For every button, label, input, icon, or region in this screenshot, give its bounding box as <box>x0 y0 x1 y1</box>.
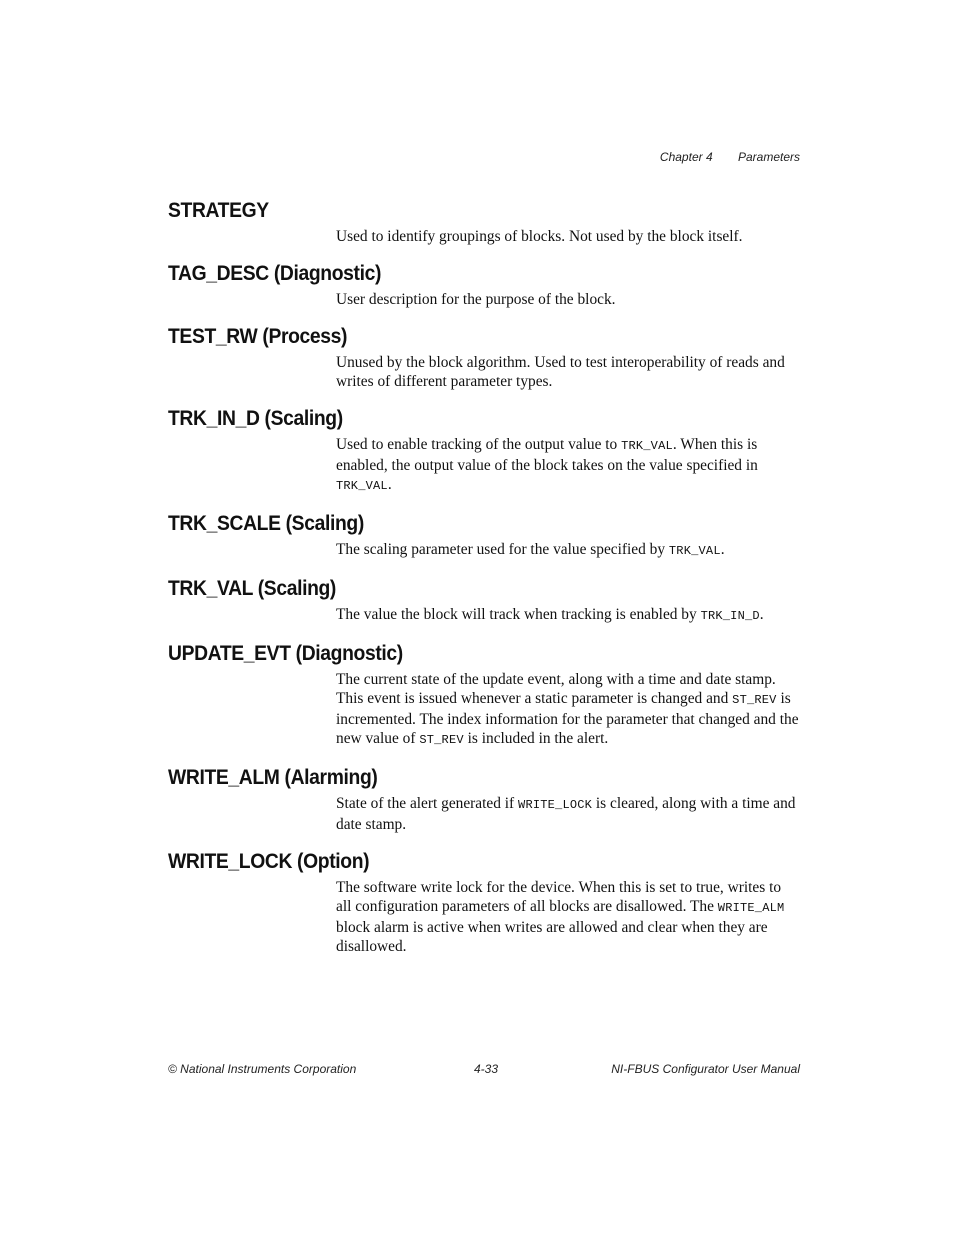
parameter-heading: TEST_RW (Process) <box>168 325 348 348</box>
footer-copyright: © National Instruments Corporation <box>168 1062 357 1076</box>
code-reference: ST_REV <box>419 733 464 747</box>
section-label: Parameters <box>737 150 800 164</box>
code-reference: WRITE_LOCK <box>518 798 593 812</box>
parameter-description <box>336 540 800 561</box>
parameter-heading: TRK_VAL (Scaling) <box>168 577 337 600</box>
parameter-entry <box>168 323 800 391</box>
description-text: block alarm is active when writes are allowed and clear when they are disallowed. <box>336 919 768 955</box>
parameter-entry <box>168 405 800 496</box>
description-text: User description for the purpose of the block. <box>336 291 616 308</box>
manual-title: NI-FBUS Configurator User Manual <box>611 1062 800 1076</box>
description-text: Used to enable tracking of the output value to <box>336 436 622 453</box>
code-reference: TRK_IN_D <box>700 609 760 623</box>
code-reference: TRK_VAL <box>668 544 721 558</box>
description-text: is cleared, along with a time and date stamp. <box>336 795 796 833</box>
parameter-description <box>336 435 800 496</box>
parameter-entry <box>168 640 800 750</box>
description-text: . <box>720 541 725 558</box>
description-text: Used to identify groupings of blocks. Not used by the block itself. <box>336 228 743 245</box>
running-header <box>660 150 800 164</box>
parameter-description <box>336 227 800 246</box>
code-reference: TRK_VAL <box>336 479 388 493</box>
parameter-list <box>168 197 800 956</box>
description-text: is included in the alert. <box>463 730 609 747</box>
description-text: State of the alert generated if <box>336 795 519 812</box>
parameter-description <box>336 605 800 626</box>
description-text: The value the block will track when tracking is enabled by <box>336 606 701 623</box>
parameter-heading: TRK_SCALE (Scaling) <box>168 512 364 535</box>
page-number: 4-33 <box>474 1062 499 1076</box>
parameter-description <box>336 670 800 750</box>
parameter-heading: STRATEGY <box>168 199 269 222</box>
parameter-entry <box>168 848 800 956</box>
parameter-heading: WRITE_ALM (Alarming) <box>168 766 378 789</box>
code-reference: ST_REV <box>732 693 777 707</box>
chapter-label: Chapter 4 <box>659 150 713 164</box>
parameter-entry <box>168 197 800 246</box>
parameter-description <box>336 353 800 391</box>
description-text: . <box>759 606 764 623</box>
parameter-description <box>336 290 800 309</box>
description-text: . <box>387 476 392 493</box>
description-text: The software write lock for the device. When this is set to true, writes to all configuration parameters of all blocks are disallowed. The <box>336 879 782 915</box>
description-text: is incremented. The index information for the parameter that changed and the new value of <box>336 690 799 747</box>
parameter-heading: TRK_IN_D (Scaling) <box>168 407 343 430</box>
parameter-entry <box>168 260 800 309</box>
parameter-description <box>336 878 800 956</box>
description-text: The current state of the update event, along with a time and date stamp. This event is issued whenever a static parameter is changed and <box>336 671 776 707</box>
parameter-entry <box>168 575 800 626</box>
parameter-heading: WRITE_LOCK (Option) <box>168 850 370 873</box>
description-text: . When this is enabled, the output value of the block takes on the value specified in <box>336 436 758 474</box>
parameter-entry <box>168 510 800 561</box>
description-text: The scaling parameter used for the value specified by <box>336 541 669 558</box>
parameter-description <box>336 794 800 834</box>
code-reference: WRITE_ALM <box>717 901 785 915</box>
parameter-heading: TAG_DESC (Diagnostic) <box>168 262 382 285</box>
parameter-entry <box>168 764 800 834</box>
description-text: Unused by the block algorithm. Used to test interoperability of reads and writes of different parameter types. <box>336 354 785 390</box>
parameter-heading: UPDATE_EVT (Diagnostic) <box>168 642 403 665</box>
code-reference: TRK_VAL <box>621 439 673 453</box>
